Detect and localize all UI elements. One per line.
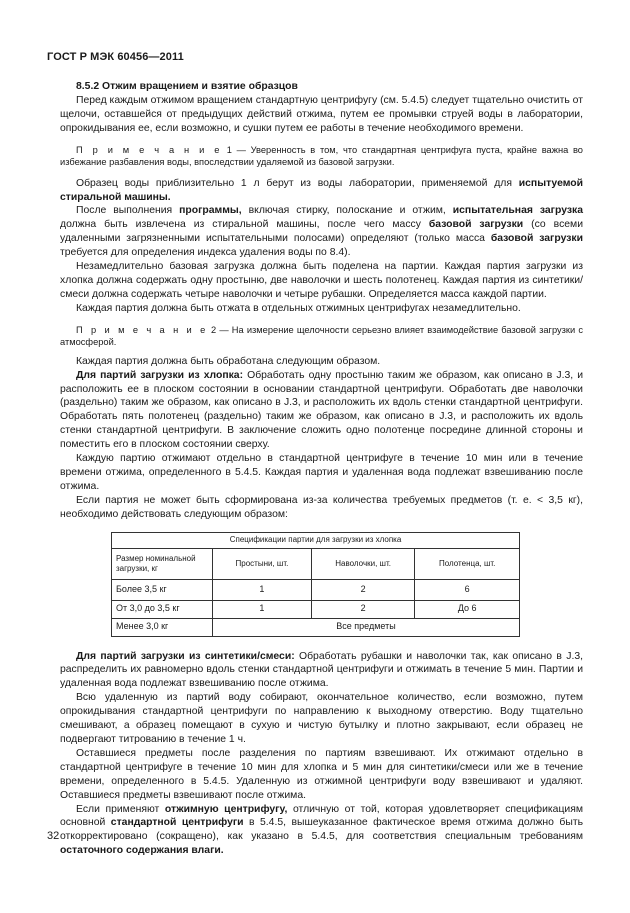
table-cell: До 6 [415,600,520,618]
table-cell: 1 [213,579,312,600]
paragraph: Перед каждым отжимом вращением стандартную центрифугу (см. 5.4.5) следует тщательно очистить от щелочи, оставшейся от предыдущих действий отжима, путем ее промывки струей воды в лаборатории, опрокидывания ее, если возможно, и сушки путем ее работы в течение необходимого времени. [60,94,583,134]
bold-term: базовой загрузки [428,219,524,231]
bold-term: Для партий загрузки из хлопка: [76,369,244,381]
paragraph: Незамедлительно базовая загрузка должна быть поделена на партии. Каждая партия загрузки из хлопка должна содержать одну простыню, две наволочки и шесть полотенец. Каждая партия из синтетики/смеси должна содержать четыре наволочки и четыре рубашки. Определяется масса каждой партии. [60,261,583,300]
page-number: 32 [47,830,60,842]
table-cell: От 3,0 до 3,5 кг [112,600,213,618]
table-cell: 2 [311,600,415,618]
table-header-cell: Размер номинальной загрузки, кг [112,548,213,579]
spec-table [111,532,520,637]
note-label: П р и м е ч а н и е [76,324,208,335]
section-title: 8.5.2 Отжим вращением и взятие образцов [76,81,298,92]
paragraph [60,650,583,692]
text-run: включая стирку, полоскание и отжим, [241,205,453,217]
note-text: 2 — На измерение щелочности серьезно влияет взаимодействие базовой загрузки с атмосферой. [60,324,583,348]
text-run: Если применяют [76,803,165,815]
paragraph: Каждая партия должна быть обработана следующим образом. [76,355,381,367]
text-run: требуется для определения индекса удаления воды по 8.4). [60,247,351,259]
table-row [112,600,520,618]
text-run: в 5.4.5, вышеуказанное фактическое время отжима должно быть откорректировано (сокращено), как указано в 5.4.5, для соответствия специальным требованиям [60,817,583,843]
table-row [112,618,520,636]
bold-term: испытуемой стиральной машины. [60,177,583,203]
note-label: П р и м е ч а н и е [76,144,222,155]
paragraph: Каждая партия должна быть отжата в отдельных отжимных центрифугах незамедлительно. [76,302,521,314]
table-row [112,579,520,600]
paragraph [60,177,583,205]
table-cell: Более 3,5 кг [112,579,213,600]
text-run: должна быть извлечена из стиральной машины, после чего массу [60,219,429,231]
text-run: отличную от той, которая удовлетворяет спецификациям основной [60,803,583,829]
paragraph [60,803,583,859]
table-caption: Спецификации партии для загрузки из хлопка [112,532,520,548]
document-body [60,80,583,858]
bold-term: отжимную центрифугу, [164,803,288,815]
text-run: Обработать одну простыню таким же образом, как описано в J.3, и расположить ее в плоском состоянии в основании стандартной центрифуги. Обработать две наволочки (раздельно) таким же образом, как описано в J.3, и расположить их вдоль стенки стандартной центрифуги. Обработать пять полотенец (раздельно) таким же образом, как описано в J.3, и расположить их вдоль стенки стандартной центрифуги. В заключение сложить одно полотенце посредине длинной стороны и поместить его в плоском состоянии сверху. [60,369,584,451]
note [60,324,583,349]
note [60,144,583,169]
text-run: После выполнения [76,205,180,217]
bold-term: остаточного содержания влаги. [60,845,224,857]
table-header-row [112,548,520,579]
table-cell: 1 [213,600,312,618]
document-header: ГОСТ Р МЭК 60456—2011 [47,51,184,63]
paragraph: Если партия не может быть сформирована из-за количества требуемых предметов (т. е. < 3,5 кг), необходимо действовать следующим образом: [60,494,583,520]
paragraph: Каждую партию отжимают отдельно в стандартной центрифуге в течение 10 мин или в течение времени отжима, определенного в 5.4.5. Каждая партия и удаленная вода подлежат взвешиванию после отжима. [60,453,583,492]
bold-term: базовой загрузки [490,233,583,245]
bold-term: программы, [179,205,242,217]
table-header-cell: Наволочки, шт. [311,548,415,579]
paragraph: Оставшиеся предметы после разделения по партиям взвешивают. Их отжимают отдельно в стандартной центрифуге в течение 10 мин для хлопка и 5 мин для синтетики/смеси или же в течение времени, определенного в 5.4.5. Удаленную из отжимной центрифуги воду взвешивают и удаляют. Оставшиеся предметы взвешивают после отжима. [60,747,583,801]
table-cell: Все предметы [213,618,520,636]
paragraph [60,369,583,452]
bold-term: Для партий загрузки из синтетики/смеси: [76,650,295,662]
bold-term: испытательная загрузка [452,205,583,217]
table-cell: 2 [311,579,415,600]
note-text: 1 — Уверенность в том, что стандартная центрифуга пуста, крайне важна во избежание разбавления воды, впоследствии удаляемой из базовой загрузки. [60,144,583,168]
bold-term: стандартной центрифуги [110,817,244,829]
text-run: (со всеми удаленными загрязненными испытательными полосами) определяют (только масса [60,219,583,245]
table-cell: Менее 3,0 кг [112,618,213,636]
text-run: Обработать рубашки и наволочки так, как описано в J.3, распределить их равномерно вдоль стенки стандартной центрифуги и отжимать в течение 5 мин. Партии и удаленная вода подлежат взвешиванию после отжима. [60,650,584,690]
paragraph: Всю удаленную из партий воду собирают, окончательное количество, если возможно, путем опрокидывания стандартной центрифуги по направлению к выходному отверстию. Воду тщательно смешивают, а образец помещают в сухую и чистую бутылку и плотно закрывают, если образец не подвергают титрованию в течение 1 ч. [60,692,583,745]
table-cell: 6 [415,579,520,600]
paragraph [60,204,583,260]
table-header-cell: Простыни, шт. [213,548,312,579]
text-run: Образец воды приблизительно 1 л берут из воды лаборатории, применяемой для [76,177,519,189]
table-header-cell: Полотенца, шт. [415,548,520,579]
